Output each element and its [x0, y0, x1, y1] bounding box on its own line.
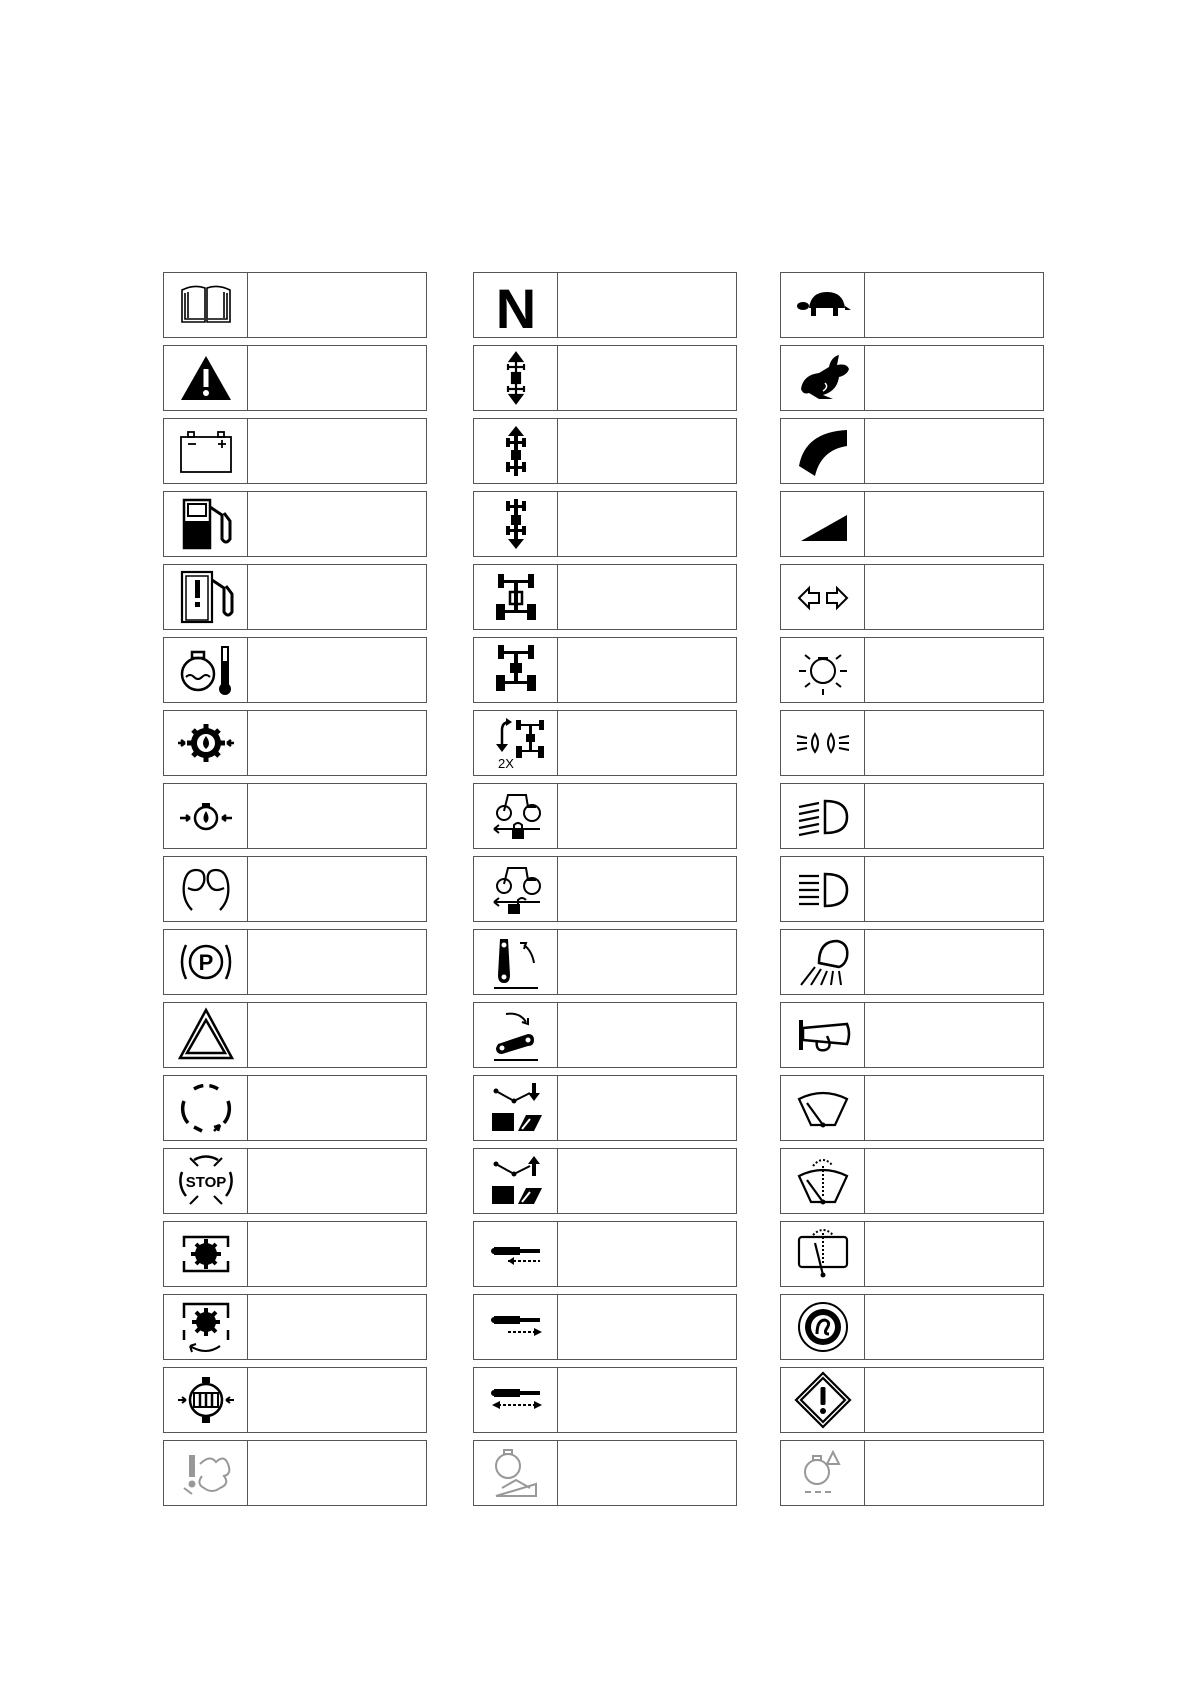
front-washer-icon — [781, 1149, 865, 1213]
hazard-warning-icon — [164, 1003, 248, 1067]
symbol-row — [473, 1075, 737, 1141]
symbol-row — [473, 856, 737, 922]
front-wheel-drive-engaged-icon — [474, 565, 558, 629]
hitch-position-lower-icon — [474, 1076, 558, 1140]
horn-icon — [781, 1003, 865, 1067]
symbol-row — [163, 1075, 427, 1141]
four-wheel-drive-down-icon — [474, 492, 558, 556]
svg-text:P: P — [198, 950, 213, 975]
hitch-lower-icon — [474, 1003, 558, 1067]
symbol-row — [780, 637, 1044, 703]
battery-icon — [164, 419, 248, 483]
warning-triangle-icon — [164, 346, 248, 410]
transmission-oil-pressure-icon — [164, 711, 248, 775]
hitch-raise-icon — [474, 930, 558, 994]
symbol-row — [780, 1367, 1044, 1433]
symbol-row — [780, 710, 1044, 776]
symbol-row — [473, 1221, 737, 1287]
low-fuel-warning-icon — [164, 565, 248, 629]
high-beam-icon — [781, 857, 865, 921]
work-light-arc-icon — [781, 419, 865, 483]
symbol-row — [473, 1148, 737, 1214]
symbol-row — [163, 637, 427, 703]
symbol-row — [780, 1002, 1044, 1068]
pto-rear-icon — [164, 1222, 248, 1286]
symbol-row — [780, 564, 1044, 630]
hydraulic-cylinder-double-icon — [474, 1368, 558, 1432]
pto-rear-auto-icon — [164, 1295, 248, 1359]
symbol-row — [163, 1367, 427, 1433]
symbol-row — [163, 564, 427, 630]
symbol-row — [473, 783, 737, 849]
symbol-row — [473, 491, 737, 557]
symbol-row — [163, 1294, 427, 1360]
fast-speed-rabbit-icon — [781, 346, 865, 410]
operator-manual-icon — [164, 273, 248, 337]
symbol-row — [163, 1221, 427, 1287]
parking-brake-icon — [164, 930, 248, 994]
fuel-level-icon — [164, 492, 248, 556]
symbol-row — [163, 418, 427, 484]
symbol-row — [473, 929, 737, 995]
symbol-row — [473, 564, 737, 630]
engine-service-warning-icon — [781, 1441, 865, 1505]
hitch-position-raise-icon — [474, 1149, 558, 1213]
symbol-row — [780, 1148, 1044, 1214]
seat-belt-icon — [781, 1295, 865, 1359]
symbol-row — [473, 272, 737, 338]
beacon-light-icon — [781, 638, 865, 702]
pto-stop-icon — [164, 1149, 248, 1213]
low-beam-icon — [781, 784, 865, 848]
symbol-row — [163, 856, 427, 922]
symbol-row — [780, 345, 1044, 411]
neutral-icon — [474, 273, 558, 337]
coolant-temperature-icon — [164, 638, 248, 702]
symbol-row — [780, 1440, 1044, 1506]
symbol-column-3 — [780, 272, 1044, 1513]
diamond-warning-icon — [781, 1368, 865, 1432]
tractor-lock-closed-icon — [474, 784, 558, 848]
pto-engaged-icon — [164, 1076, 248, 1140]
symbol-row — [163, 345, 427, 411]
symbol-column-1 — [163, 272, 427, 1513]
symbol-row — [473, 1440, 737, 1506]
symbol-row — [163, 491, 427, 557]
hydraulic-cylinder-retract-icon — [474, 1222, 558, 1286]
symbol-row — [780, 272, 1044, 338]
glow-plug-preheat-icon — [164, 857, 248, 921]
symbol-row — [780, 783, 1044, 849]
symbol-row — [780, 856, 1044, 922]
symbol-row — [473, 637, 737, 703]
symbol-row — [163, 1148, 427, 1214]
work-lamp-icon — [781, 930, 865, 994]
symbol-row — [473, 418, 737, 484]
hydraulic-cylinder-extend-icon — [474, 1295, 558, 1359]
slow-speed-turtle-icon — [781, 273, 865, 337]
neutral-letter: N — [495, 277, 536, 334]
front-wiper-icon — [781, 1076, 865, 1140]
engine-air-filter-warning-icon — [164, 1441, 248, 1505]
symbol-row — [473, 710, 737, 776]
symbol-row — [473, 345, 737, 411]
turn-signal-arrows-icon — [781, 565, 865, 629]
symbol-row — [780, 929, 1044, 995]
rear-washer-wiper-icon — [781, 1222, 865, 1286]
symbol-row — [780, 1294, 1044, 1360]
symbol-row — [163, 1002, 427, 1068]
throttle-wedge-icon — [781, 492, 865, 556]
engine-ramp-warning-icon — [474, 1441, 558, 1505]
symbol-row — [163, 783, 427, 849]
four-wheel-drive-up-icon — [474, 419, 558, 483]
symbol-row — [780, 491, 1044, 557]
double-click-2x-differential-icon — [474, 711, 558, 775]
symbol-row — [780, 1075, 1044, 1141]
symbol-column-2 — [473, 272, 737, 1513]
symbol-row — [473, 1294, 737, 1360]
symbol-row — [473, 1002, 737, 1068]
symbol-row — [163, 929, 427, 995]
symbol-row — [163, 272, 427, 338]
stop-label: STOP — [185, 1174, 226, 1191]
symbol-row — [163, 1440, 427, 1506]
symbol-row — [473, 1367, 737, 1433]
symbol-row — [780, 1221, 1044, 1287]
double-label: 2X — [497, 756, 514, 771]
tractor-lock-open-icon — [474, 857, 558, 921]
rear-differential-icon — [474, 638, 558, 702]
symbol-row — [163, 710, 427, 776]
side-lights-icon — [781, 711, 865, 775]
four-wheel-drive-up-down-icon — [474, 346, 558, 410]
differential-lock-pressure-icon — [164, 1368, 248, 1432]
engine-oil-pressure-icon — [164, 784, 248, 848]
symbol-row — [780, 418, 1044, 484]
